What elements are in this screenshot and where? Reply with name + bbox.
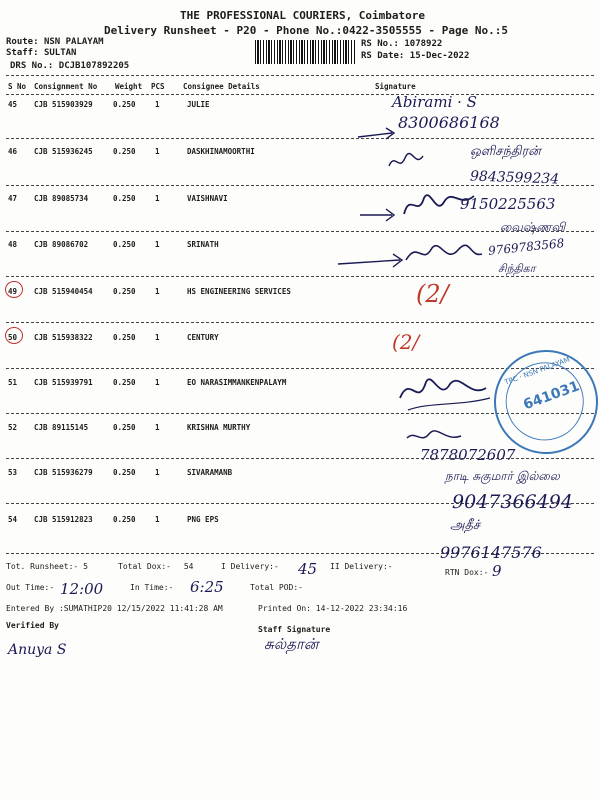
handwritten-tamil-name: சிந்திகா [498,262,536,275]
row-pcs: 1 [155,515,160,524]
row-consignee: CENTURY [187,333,219,342]
drs-value: DCJB107892205 [58,61,130,71]
row-sno: 45 [8,100,18,109]
row-pcs: 1 [155,287,160,296]
route-value: NSN PALAYAM [43,37,104,47]
out-time-label: Out Time:- [6,583,55,592]
tot-runsheet-label: Tot. Runsheet:- [6,562,79,571]
col-consignment: Consignment No [34,82,98,91]
row-consignee: EO NARASIMMANKENPALAYM [187,378,287,387]
table-row [0,287,600,333]
handwritten-tamil-name: ஒளிசந்திரன் [470,144,541,159]
verifier-signature: Anuya S [8,642,67,658]
rs-no-field [361,39,442,49]
stamp-text: TPC · NSN PALAYAM [503,355,571,387]
ii-delivery-label: II Delivery:- [330,562,393,571]
row-sno: 52 [8,423,18,432]
handwritten-name: Abirami · S [392,93,477,111]
row-consignment: CJB 89115145 [34,423,89,432]
row-pcs: 1 [155,468,160,477]
staff-field [6,48,76,58]
row-consignee: SRINATH [187,240,219,249]
document-title: THE PROFESSIONAL COURIERS, Coimbatore [180,9,426,22]
row-consignee: KRISHNA MURTHY [187,423,251,432]
row-weight: 0.250 [113,378,136,387]
verified-by-label: Verified By [6,621,59,630]
signature-scribble [405,428,465,446]
i-delivery-value: 45 [298,560,318,578]
row-consignment: CJB 89085734 [34,194,89,203]
arrow-mark [338,250,408,272]
rs-date-field [361,51,469,61]
row-consignee: PNG EPS [187,515,219,524]
rs-date-label: RS Date: [361,51,405,61]
row-consignment: CJB 515936279 [34,468,93,477]
red-return-mark: (2/ [416,280,449,308]
row-consignment: CJB 515938322 [34,333,93,342]
row-consignment: CJB 515912823 [34,515,93,524]
row-weight: 0.250 [113,147,136,156]
row-consignee: HS ENGINEERING SERVICES [187,287,291,296]
tot-runsheet [6,562,88,571]
row-weight: 0.250 [113,240,136,249]
row-consignment: CJB 515939791 [34,378,93,387]
col-weight: Weight [115,82,143,91]
total-dox-label: Total Dox:- [118,562,171,571]
route-label: Route: [6,37,39,47]
red-return-mark: (2/ [392,330,420,354]
staff-signature: சுல்தான் [264,635,319,653]
row-consignment: CJB 89086702 [34,240,89,249]
handwritten-phone: 9976147576 [440,543,542,562]
row-consignment: CJB 515936245 [34,147,93,156]
staff-value: SULTAN [43,48,77,58]
row-pcs: 1 [155,333,160,342]
tot-runsheet-value: 5 [83,562,88,571]
handwritten-phone: 7878072607 [420,446,516,464]
entered-by: Entered By :SUMATHIP20 12/15/2022 11:41:28 AM [6,604,223,613]
col-pcs: PCS [151,82,165,91]
row-consignment: CJB 515903929 [34,100,93,109]
row-sno: 54 [8,515,18,524]
col-sno: S No [8,82,27,91]
row-sno: 46 [8,147,18,156]
row-pcs: 1 [155,100,160,109]
barcode [255,40,355,64]
in-time-value: 6:25 [190,578,224,596]
staff-label: Staff: [6,48,39,58]
row-sno: 49 [8,287,18,296]
handwritten-tamil-name: அதீச் [450,518,481,533]
row-weight: 0.250 [113,333,136,342]
row-weight: 0.250 [113,287,136,296]
handwritten-phone: 8300686168 [398,113,500,132]
total-pod-label: Total POD:- [250,583,303,592]
row-weight: 0.250 [113,100,136,109]
signature-scribble [404,238,484,268]
row-sno: 47 [8,194,18,203]
total-dox-value: 54 [183,562,194,571]
handwritten-tamil-name: வைஷ்ணவி [500,220,566,234]
stamp-center: 641031 [521,378,582,414]
route-field [6,37,104,47]
row-sno: 53 [8,468,18,477]
row-weight: 0.250 [113,468,136,477]
rtn-dox-label: RTN Dox:- [445,568,489,577]
row-consignee: SIVARAMANB [187,468,233,477]
row-sno: 48 [8,240,18,249]
col-consignee: Consignee Details [183,82,260,91]
row-pcs: 1 [155,147,160,156]
red-circle-mark [5,281,23,298]
document-subtitle: Delivery Runsheet - P20 - Phone No.:0422-3505555 - Page No.:5 [104,24,508,37]
arrow-mark [358,125,398,145]
row-consignment: CJB 515940454 [34,287,93,296]
row-pcs: 1 [155,378,160,387]
drs-field [10,61,129,71]
staff-signature-label: Staff Signature [258,625,331,634]
row-pcs: 1 [155,194,160,203]
row-consignee: JULIE [187,100,210,109]
handwritten-phone: 9843599234 [469,168,560,188]
rs-no-value: 1078922 [404,39,443,49]
i-delivery-label: I Delivery:- [221,562,279,571]
row-sno: 51 [8,378,18,387]
row-pcs: 1 [155,423,160,432]
in-time-label: In Time:- [130,583,174,592]
handwritten-phone: 9047366494 [452,491,573,513]
row-pcs: 1 [155,240,160,249]
row-weight: 0.250 [113,515,136,524]
row-consignee: VAISHNAVI [187,194,228,203]
rtn-dox-value: 9 [492,562,502,580]
total-dox [118,562,193,571]
handwritten-tamil-name: நாடி சுகுமார் இல்லை [445,469,560,483]
signature-scribble [390,368,500,418]
col-signature: Signature [375,82,416,91]
handwritten-phone: 9769783568 [487,236,565,258]
handwritten-phone: 9150225563 [460,195,556,213]
row-consignee: DASKHINAMOORTHI [187,147,255,156]
printed-on: Printed On: 14-12-2022 23:34:16 [258,604,408,613]
red-circle-mark [5,327,23,344]
rs-date-value: 15-Dec-2022 [409,51,470,61]
signature-scribble [387,150,427,174]
row-sno: 50 [8,333,18,342]
row-weight: 0.250 [113,423,136,432]
drs-label: DRS No.: [10,61,54,71]
row-weight: 0.250 [113,194,136,203]
out-time-value: 12:00 [60,580,104,598]
rs-no-label: RS No.: [361,39,399,49]
arrow-mark [360,205,400,225]
table-row [0,100,600,146]
